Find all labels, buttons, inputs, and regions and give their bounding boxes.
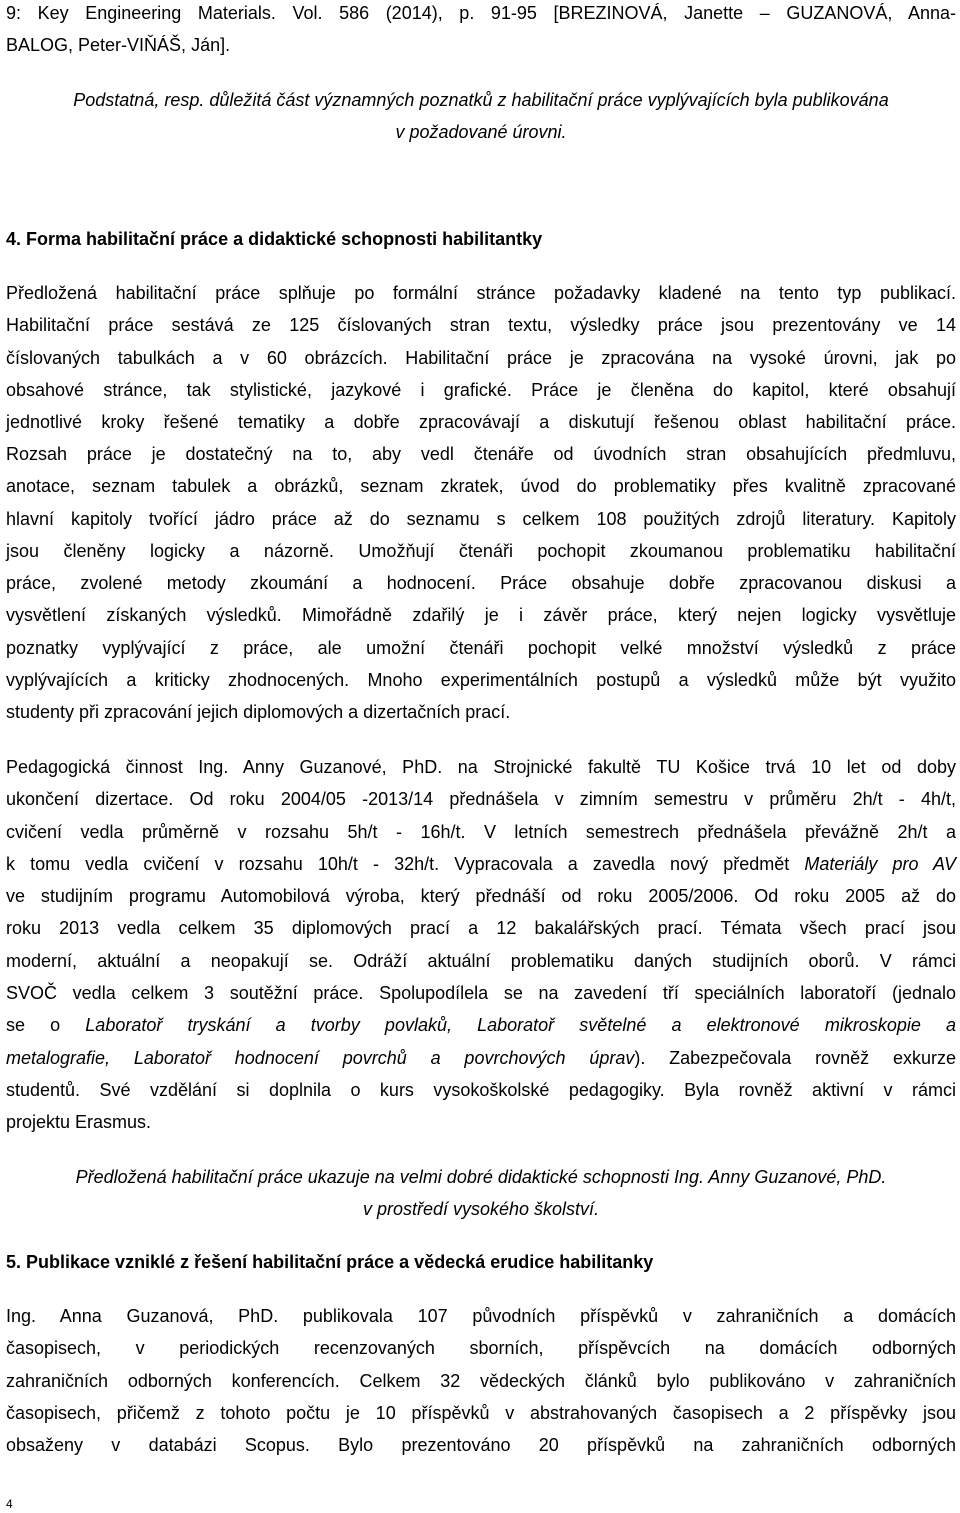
paragraph-line: Předložená habilitační práce splňuje po formální stránce požadavky kladené na tento typ publikací. [6,283,956,303]
paragraph-line: Rozsah práce je dostatečný na to, aby vedl čtenáře od úvodních stran obsahujících předmluvu, [6,444,956,464]
paragraph-line: obsahové stránce, tak stylistické, jazykové i grafické. Práce je členěna do kapitol, které obsahují [6,380,956,400]
paragraph-line: studentů. Své vzdělání si doplnila o kurs vysokoškolské pedagogiky. Byla rovněž aktivní v rámci [6,1080,956,1100]
conclusion-line: v prostředí vysokého školství. [362,1199,600,1219]
paragraph-line: roku 2013 vedla celkem 35 diplomových prací a 12 bakalářských prací. Témata všech prací jsou [6,918,956,938]
paragraph-line [6,854,956,875]
paragraph-line: zahraničních odborných konferencích. Celkem 32 vědeckých článků bylo publikováno v zahraničních [6,1371,956,1391]
paragraph-line: poznatky vyplývající z práce, ale umožní čtenáři pochopit velké množství výsledků z práce [6,638,956,658]
centered-note: v požadované úrovni. [395,122,567,142]
paragraph-line: hlavní kapitoly tvořící jádro práce až do seznamu s celkem 108 použitých zdrojů literatury. Kapitoly [6,509,956,529]
text-run: ). Zabezpečovala rovněž exkurze [634,1048,956,1068]
paragraph-line: časopisech, přičemž z tohoto počtu je 10 příspěvků v abstrahovaných časopisech a 2 příspěvky jsou [6,1403,956,1423]
conclusion-line: Předložená habilitační práce ukazuje na velmi dobré didaktické schopnosti Ing. Anny Guzanové, PhD. [75,1167,887,1187]
paragraph-line [6,1015,956,1036]
paragraph-line: obsaženy v databázi Scopus. Bylo prezentováno 20 příspěvků na zahraničních odborných [6,1435,956,1455]
paragraph-line [6,1048,956,1069]
text-run: se o [6,1015,86,1035]
lab-names: metalografie, Laboratoř hodnocení povrchů a povrchových úprav [6,1048,635,1068]
paragraph-line: Pedagogická činnost Ing. Anny Guzanové, PhD. na Strojnické fakultě TU Košice trvá 10 let od doby [6,757,956,777]
text-run: k tomu vedla cvičení v rozsahu 10h/t - 32h/t. Vypracovala a zavedla nový předmět [6,854,805,874]
lab-names: Laboratoř tryskání a tvorby povlaků, Laboratoř světelné a elektronové mikroskopie a [85,1015,956,1035]
paragraph-line: studenty při zpracování jejich diplomových a dizertačních prací. [6,702,511,722]
paragraph-line: cvičení vedla průměrně v rozsahu 5h/t - 16h/t. V letních semestrech přednášela převážně 2h/t a [6,822,956,842]
section-heading-4: 4. Forma habilitační práce a didaktické schopnosti habilitantky [6,229,543,249]
paragraph-line: projektu Erasmus. [6,1112,152,1132]
paragraph-line: jednotlivé kroky řešené tematiky a dobře zpracovávají a diskutují řešenou oblast habilitační práce. [6,412,956,432]
paragraph-line: anotace, seznam tabulek a obrázků, seznam zkratek, úvod do problematiky přes kvalitně zpracované [6,476,956,496]
course-name: Materiály pro AV [804,854,956,874]
paragraph-line: ukončení dizertace. Od roku 2004/05 -2013/14 přednášela v zimním semestru v průměru 2h/t - 4h/t, [6,789,956,809]
page-number: 4 [6,1497,13,1511]
paragraph-line: číslovaných tabulkách a v 60 obrázcích. Habilitační práce je zpracována na vysoké úrovni, jak po [6,348,956,368]
paragraph-line: ve studijním programu Automobilová výroba, který přednáší od roku 2005/2006. Od roku 2005 až do [6,886,956,906]
reference-line: 9: Key Engineering Materials. Vol. 586 (2014), p. 91-95 [BREZINOVÁ, Janette – GUZANOVÁ, Anna- [6,3,956,23]
section-heading-5: 5. Publikace vzniklé z řešení habilitační práce a vědecká erudice habilitanky [6,1252,654,1272]
paragraph-line: vysvětlení získaných výsledků. Mimořádně zdařilý je i závěr práce, který nejen logicky vysvětluje [6,605,956,625]
paragraph-line: Ing. Anna Guzanová, PhD. publikovala 107 původních příspěvků v zahraničních a domácích [6,1306,956,1326]
paragraph-line: jsou členěny logicky a názorně. Umožňují čtenáři pochopit zkoumanou problematiku habilitační [6,541,956,561]
paragraph-line: Habilitační práce sestává ze 125 číslovaných stran textu, výsledky práce jsou prezentovány ve 14 [6,315,956,335]
centered-note: Podstatná, resp. důležitá část významných poznatků z habilitační práce vyplývajících byla publikována [73,90,889,110]
paragraph-line: moderní, aktuální a neopakují se. Odráží aktuální problematiku daných studijních oborů. V rámci [6,951,956,971]
paragraph-line: časopisech, v periodických recenzovaných sborních, příspěvcích na domácích odborných [6,1338,956,1358]
paragraph-line: SVOČ vedla celkem 3 soutěžní práce. Spolupodílela se na zavedení tří speciálních laboratoří (jednalo [6,983,956,1003]
paragraph-line: vyplývajících a kriticky zhodnocených. Mnoho experimentálních postupů a výsledků může být využito [6,670,956,690]
reference-line: BALOG, Peter-VIŇÁŠ, Ján]. [6,35,231,55]
paragraph-line: práce, zvolené metody zkoumání a hodnocení. Práce obsahuje dobře zpracovanou diskusi a [6,573,956,593]
